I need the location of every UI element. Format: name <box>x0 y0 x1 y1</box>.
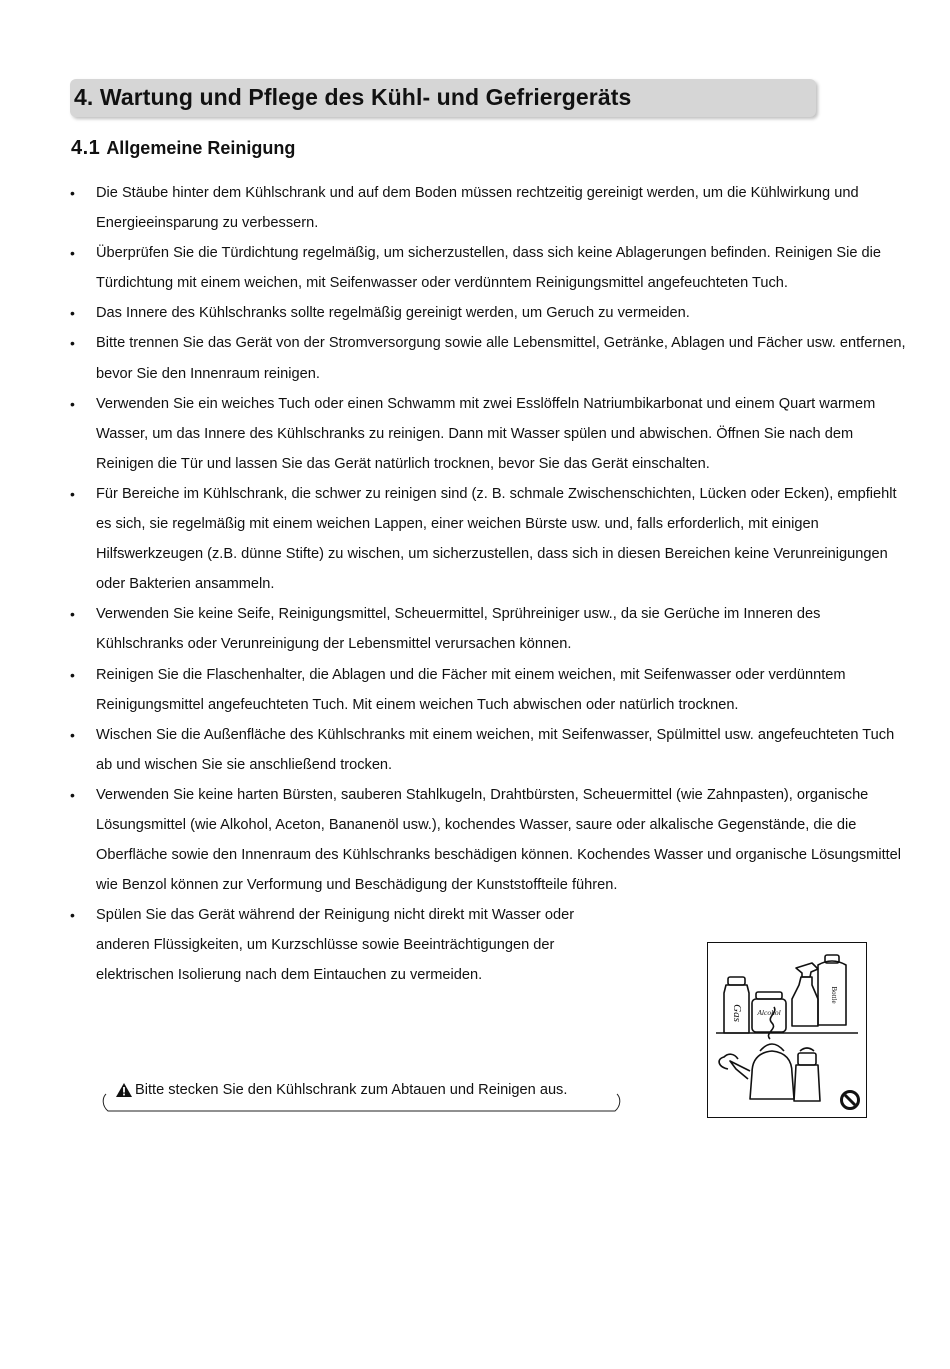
section-heading <box>71 137 295 160</box>
list-item <box>0 328 906 388</box>
bullet-icon: • <box>70 907 75 924</box>
list-item <box>0 479 906 599</box>
chapter-header-bar <box>70 79 816 117</box>
list-item <box>0 238 906 298</box>
list-item-text: Verwenden Sie keine Seife, Reinigungsmittel, Scheuermittel, Sprühreiniger usw., da sie Gerüche im Inneren des Kühlschranks oder Verunreinigung der Lebensmittel verursachen können. <box>96 606 821 653</box>
list-item-text: Spülen Sie das Gerät während der Reinigung nicht direkt mit Wasser oder anderen Flüssigkeiten, um Kurzschlüsse sowie Beeinträchtigungen der elektrischen Isolierung nach dem Eintauchen zu vermeiden. <box>96 907 575 984</box>
bullet-icon: • <box>70 726 75 743</box>
warning-note <box>100 1080 623 1113</box>
section-title: Allgemeine Reinigung <box>106 138 296 158</box>
list-item-text: Bitte trennen Sie das Gerät von der Stromversorgung sowie alle Lebensmittel, Getränke, Ablagen und Fächer usw. entfernen, bevor Sie den Innenraum reinigen. <box>96 335 906 382</box>
bullet-icon: • <box>70 335 75 352</box>
cleaning-agents-drawing <box>708 943 866 1117</box>
chapter-title: 4. Wartung und Pflege des Kühl- und Gefriergeräts <box>74 84 632 110</box>
warning-text: Bitte stecken Sie den Kühlschrank zum Abtauen und Reinigen aus. <box>135 1082 568 1098</box>
bullet-icon: • <box>70 485 75 502</box>
prohibited-cleaners-illustration <box>707 942 867 1118</box>
alcohol-label: Alcohol <box>757 1008 781 1017</box>
list-item-text: Das Innere des Kühlschranks sollte regelmäßig gereinigt werden, um Geruch zu vermeiden. <box>96 305 690 322</box>
gas-label: Gas <box>731 1004 743 1022</box>
bullet-icon: • <box>70 606 75 623</box>
list-item-text: Reinigen Sie die Flaschenhalter, die Ablagen und die Fächer mit einem weichen, mit Seifenwasser oder verdünntem Reinigungsmittel angefeuchteten Tuch. Mit einem weichen Tuch abwischen oder natürlich trocknen. <box>96 666 846 713</box>
prohibited-icon <box>842 1092 859 1109</box>
list-item <box>0 298 906 328</box>
bullet-icon: • <box>70 185 75 201</box>
warning-text-row <box>115 1082 567 1098</box>
list-item-text: Überprüfen Sie die Türdichtung regelmäßig, um sicherzustellen, dass sich keine Ablagerungen befinden. Reinigen Sie die Türdichtung mit einem weichen, mit Seifenwasser oder verdünntem Reinigungsmittel angefeuchteten Tuch. <box>96 245 882 292</box>
bullet-icon: • <box>70 305 75 322</box>
warning-triangle-icon <box>115 1082 133 1098</box>
cleaning-instructions-list <box>0 178 950 991</box>
list-item <box>0 599 906 659</box>
list-item-text: Für Bereiche im Kühlschrank, die schwer zu reinigen sind (z. B. schmale Zwischenschichten, Lücken oder Ecken), empfiehlt es sich, sie regelmäßig mit einem weichen Lappen, einer weichen Bürste usw. und, falls erforderlich, mit einigen Hilfswerkzeugen (z.B. dünne Stifte) zu wischen, um sicherzustellen, dass sich in diesen Bereichen keine Verunreinigungen oder Bakterien ansammeln. <box>96 485 897 593</box>
bullet-icon: • <box>70 395 75 412</box>
bullet-icon: • <box>70 786 75 803</box>
list-item <box>0 660 906 720</box>
list-item <box>0 900 626 990</box>
list-item-text: Verwenden Sie keine harten Bürsten, sauberen Stahlkugeln, Drahtbürsten, Scheuermittel (wie Zahnpasten), organische Lösungsmittel (wie Alkohol, Aceton, Bananenöl usw.), kochendes Wasser, saure oder alkalische Gegenstände, die die Oberfläche sowie den Innenraum des Kühlschranks beschädigen können. Kochendes Wasser und organische Lösungsmittel wie Benzol können zur Verformung und Beschädigung der Kunststoffteile führen. <box>96 786 902 894</box>
list-item <box>0 389 906 479</box>
section-number: 4.1 <box>71 137 101 159</box>
list-item <box>0 178 906 238</box>
list-item-text: Wischen Sie die Außenfläche des Kühlschranks mit einem weichen, mit Seifenwasser, Spülmittel usw. angefeuchteten Tuch ab und wischen Sie sie anschließend trocken. <box>96 726 895 773</box>
bullet-icon: • <box>70 666 75 683</box>
list-item <box>0 720 906 780</box>
list-item-text: Verwenden Sie ein weiches Tuch oder einen Schwamm mit zwei Esslöffeln Natriumbikarbonat und einem Quart warmem Wasser, um das Innere des Kühlschranks zu reinigen. Dann mit Wasser spülen und abwischen. Öffnen Sie nach dem Reinigen die Tür und lassen Sie das Gerät natürlich trocknen, bevor Sie das Gerät einschalten. <box>96 395 876 472</box>
bottle-label: Bottle <box>830 986 838 1004</box>
list-item <box>0 780 906 900</box>
bullet-icon: • <box>70 245 75 262</box>
list-item-text: Die Stäube hinter dem Kühlschrank und auf dem Boden müssen rechtzeitig gereinigt werden, um die Kühlwirkung und Energieeinsparung zu verbessern. <box>96 185 859 232</box>
